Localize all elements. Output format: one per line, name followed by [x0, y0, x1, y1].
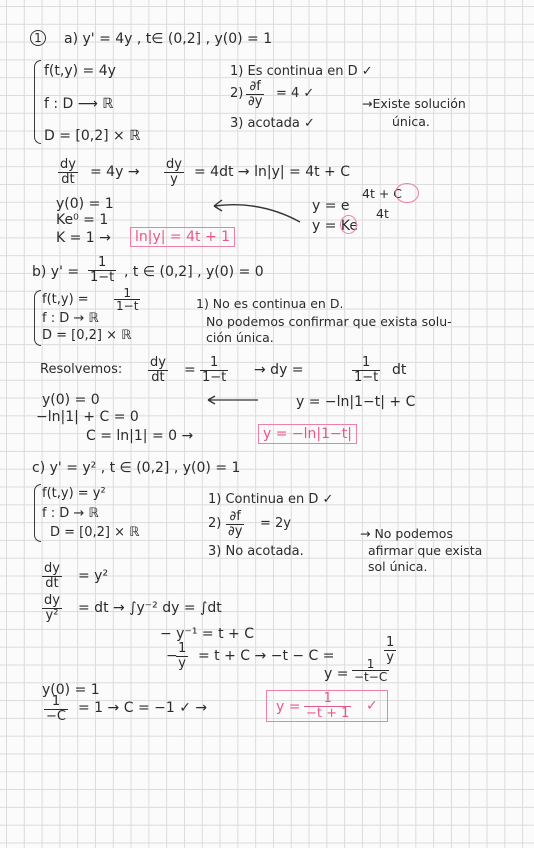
part-c-conclusion-1: → No podemos — [360, 526, 453, 541]
part-c-result-prefix: y = — [276, 699, 301, 715]
part-c-step-2-den: y² — [45, 608, 59, 623]
problem-number-circle: 1 — [30, 30, 46, 46]
part-c-step-4-rhs-num: 1 — [386, 635, 395, 650]
part-c-ic-num: 1 — [44, 695, 68, 710]
part-c-condition-3: 3) No acotada. — [208, 544, 304, 559]
part-c-step-4-num: 1 — [178, 641, 187, 656]
part-c-ic-den: −C — [46, 709, 66, 724]
part-a-condition-3: 3) acotada ✓ — [230, 116, 315, 131]
part-c-step-2: = dt → ∫y⁻² dy = ∫dt — [78, 600, 222, 616]
part-c-system-line-2: f : D → ℝ — [42, 506, 99, 521]
part-b-solve-rhs-2-den: 1−t — [354, 370, 379, 385]
part-a-system-line-3: D = [0,2] × ℝ — [44, 128, 141, 144]
part-c-initial-condition: y(0) = 1 — [42, 682, 100, 698]
part-a-k-value: K = 1 → — [56, 230, 111, 246]
part-a-integration-step: = 4dt → ln|y| = 4t + C — [194, 164, 351, 180]
part-c-step-1-num: dy — [44, 561, 60, 576]
part-b-title-prefix: b) y' = — [32, 264, 80, 280]
part-a-system-line-1: f(t,y) = 4y — [44, 63, 116, 79]
part-b-constant-value: C = ln|1| = 0 → — [86, 428, 194, 444]
part-b-title-suffix: , t ∈ (0,2] , y(0) = 0 — [124, 264, 264, 280]
part-b-system-line-1: f(t,y) = — [42, 292, 89, 307]
part-a-conclusion-2: única. — [392, 114, 430, 129]
part-a-title: a) y' = 4y , t∈ (0,2] , y(0) = 1 — [64, 31, 273, 47]
part-b-condition-1: 1) No es continua en D. — [196, 296, 344, 311]
part-b-solve-dy: dy — [150, 355, 166, 370]
part-b-general-solution: y = −ln|1−t| + C — [296, 394, 416, 410]
part-b-result-box: y = −ln|1−t| — [258, 424, 357, 444]
part-c-system-line-3: D = [0,2] × ℝ — [50, 525, 140, 540]
part-b-condition-2: No podemos confirmar que exista solu- — [206, 314, 452, 329]
part-b-solve-dt: dt — [151, 370, 165, 385]
part-c-step-4-den: y — [178, 656, 186, 671]
part-a-y: y — [170, 172, 178, 187]
part-c-step-5: y = — [324, 666, 349, 682]
part-b-initial-condition: y(0) = 0 — [42, 392, 100, 408]
part-c-step-1: = y² — [78, 568, 109, 584]
part-a-partial-num: ∂f — [246, 80, 264, 95]
part-c-partial-num: ∂f — [226, 510, 244, 525]
part-a-result-box: ln|y| = 4t + 1 — [130, 227, 235, 247]
part-c-step-4-sign: − — [166, 648, 178, 664]
part-b-solve-rhs-num: 1 — [200, 356, 228, 371]
part-a-system-line-2: f : D ⟶ ℝ — [44, 96, 114, 112]
part-a-dt: dt — [61, 172, 75, 187]
part-a-dy2: dy — [166, 157, 182, 172]
part-a-exp-form-2: y = Ke — [312, 218, 359, 234]
part-b-left-arrow — [208, 396, 258, 404]
part-b-solve-dt-2: dt — [392, 362, 407, 378]
part-c-condition-2-label: 2) — [208, 516, 222, 531]
part-c-title: c) y' = y² , t ∈ (0,2] , y(0) = 1 — [32, 460, 241, 476]
part-b-title-den: 1−t — [90, 270, 115, 285]
part-b-system-num: 1 — [114, 287, 140, 300]
part-b-solve-rhs-den: 1−t — [202, 370, 227, 385]
part-c-condition-2-value: = 2y — [260, 516, 291, 531]
part-b-condition-3: ción única. — [206, 330, 274, 345]
part-c-partial-den: ∂y — [228, 524, 243, 539]
part-b-system-den: 1−t — [116, 299, 139, 313]
part-c-step-5-den: −t−C — [354, 670, 388, 684]
part-c-conclusion-2: afirmar que exista — [368, 543, 483, 558]
part-b-constant-equation: −ln|1| + C = 0 — [36, 409, 139, 425]
part-b-solve-rhs-2-num: 1 — [352, 356, 380, 371]
part-a-condition-2-value: = 4 ✓ — [276, 86, 315, 101]
part-c-constant-step: = 1 → C = −1 ✓ → — [78, 700, 208, 716]
part-a-condition-1: 1) Es continua en D ✓ — [230, 64, 373, 79]
part-a-conclusion-1: →Existe solución — [362, 96, 466, 111]
part-a-exp-form-1: y = e — [312, 198, 350, 214]
part-c-step-1-den: dt — [45, 576, 59, 591]
part-a-exp-form-1-exponent: 4t + C — [362, 186, 403, 201]
part-c-condition-1: 1) Continua en D ✓ — [208, 492, 334, 507]
part-a-curved-arrow — [214, 205, 300, 222]
part-c-result-check: ✓ — [366, 698, 378, 714]
part-c-result-num: 1 — [304, 692, 351, 707]
part-b-solve-label: Resolvemos: — [40, 362, 123, 377]
part-a-k-equation: Ke⁰ = 1 — [56, 212, 109, 228]
part-a-initial-condition: y(0) = 1 — [56, 196, 114, 212]
part-a-partial-den: ∂y — [248, 94, 263, 109]
part-b-solve-arrow: → dy = — [254, 362, 304, 378]
part-c-result-den: −t + 1 — [306, 706, 350, 721]
part-b-title-num: 1 — [88, 256, 116, 271]
part-b-system-line-2: f : D → ℝ — [42, 311, 99, 326]
part-b-solve-equals: = — [184, 362, 196, 378]
part-c-step-5-num: 1 — [352, 658, 389, 671]
part-c-system-line-1: f(t,y) = y² — [42, 486, 106, 501]
part-c-step-4: = t + C → −t − C = — [198, 648, 335, 664]
part-c-step-4-rhs-den: y — [386, 650, 394, 665]
part-c-conclusion-3: sol única. — [368, 559, 428, 574]
part-a-ode-step: = 4y → — [90, 164, 140, 180]
part-b-system-line-3: D = [0,2] × ℝ — [42, 328, 132, 343]
part-a-condition-2-label: 2) — [230, 86, 244, 101]
part-c-step-2-num: dy — [44, 593, 60, 608]
part-c-step-3: − y⁻¹ = t + C — [160, 626, 254, 642]
part-a-exp-form-2-exponent: 4t — [376, 206, 389, 221]
part-a-dy: dy — [60, 157, 76, 172]
